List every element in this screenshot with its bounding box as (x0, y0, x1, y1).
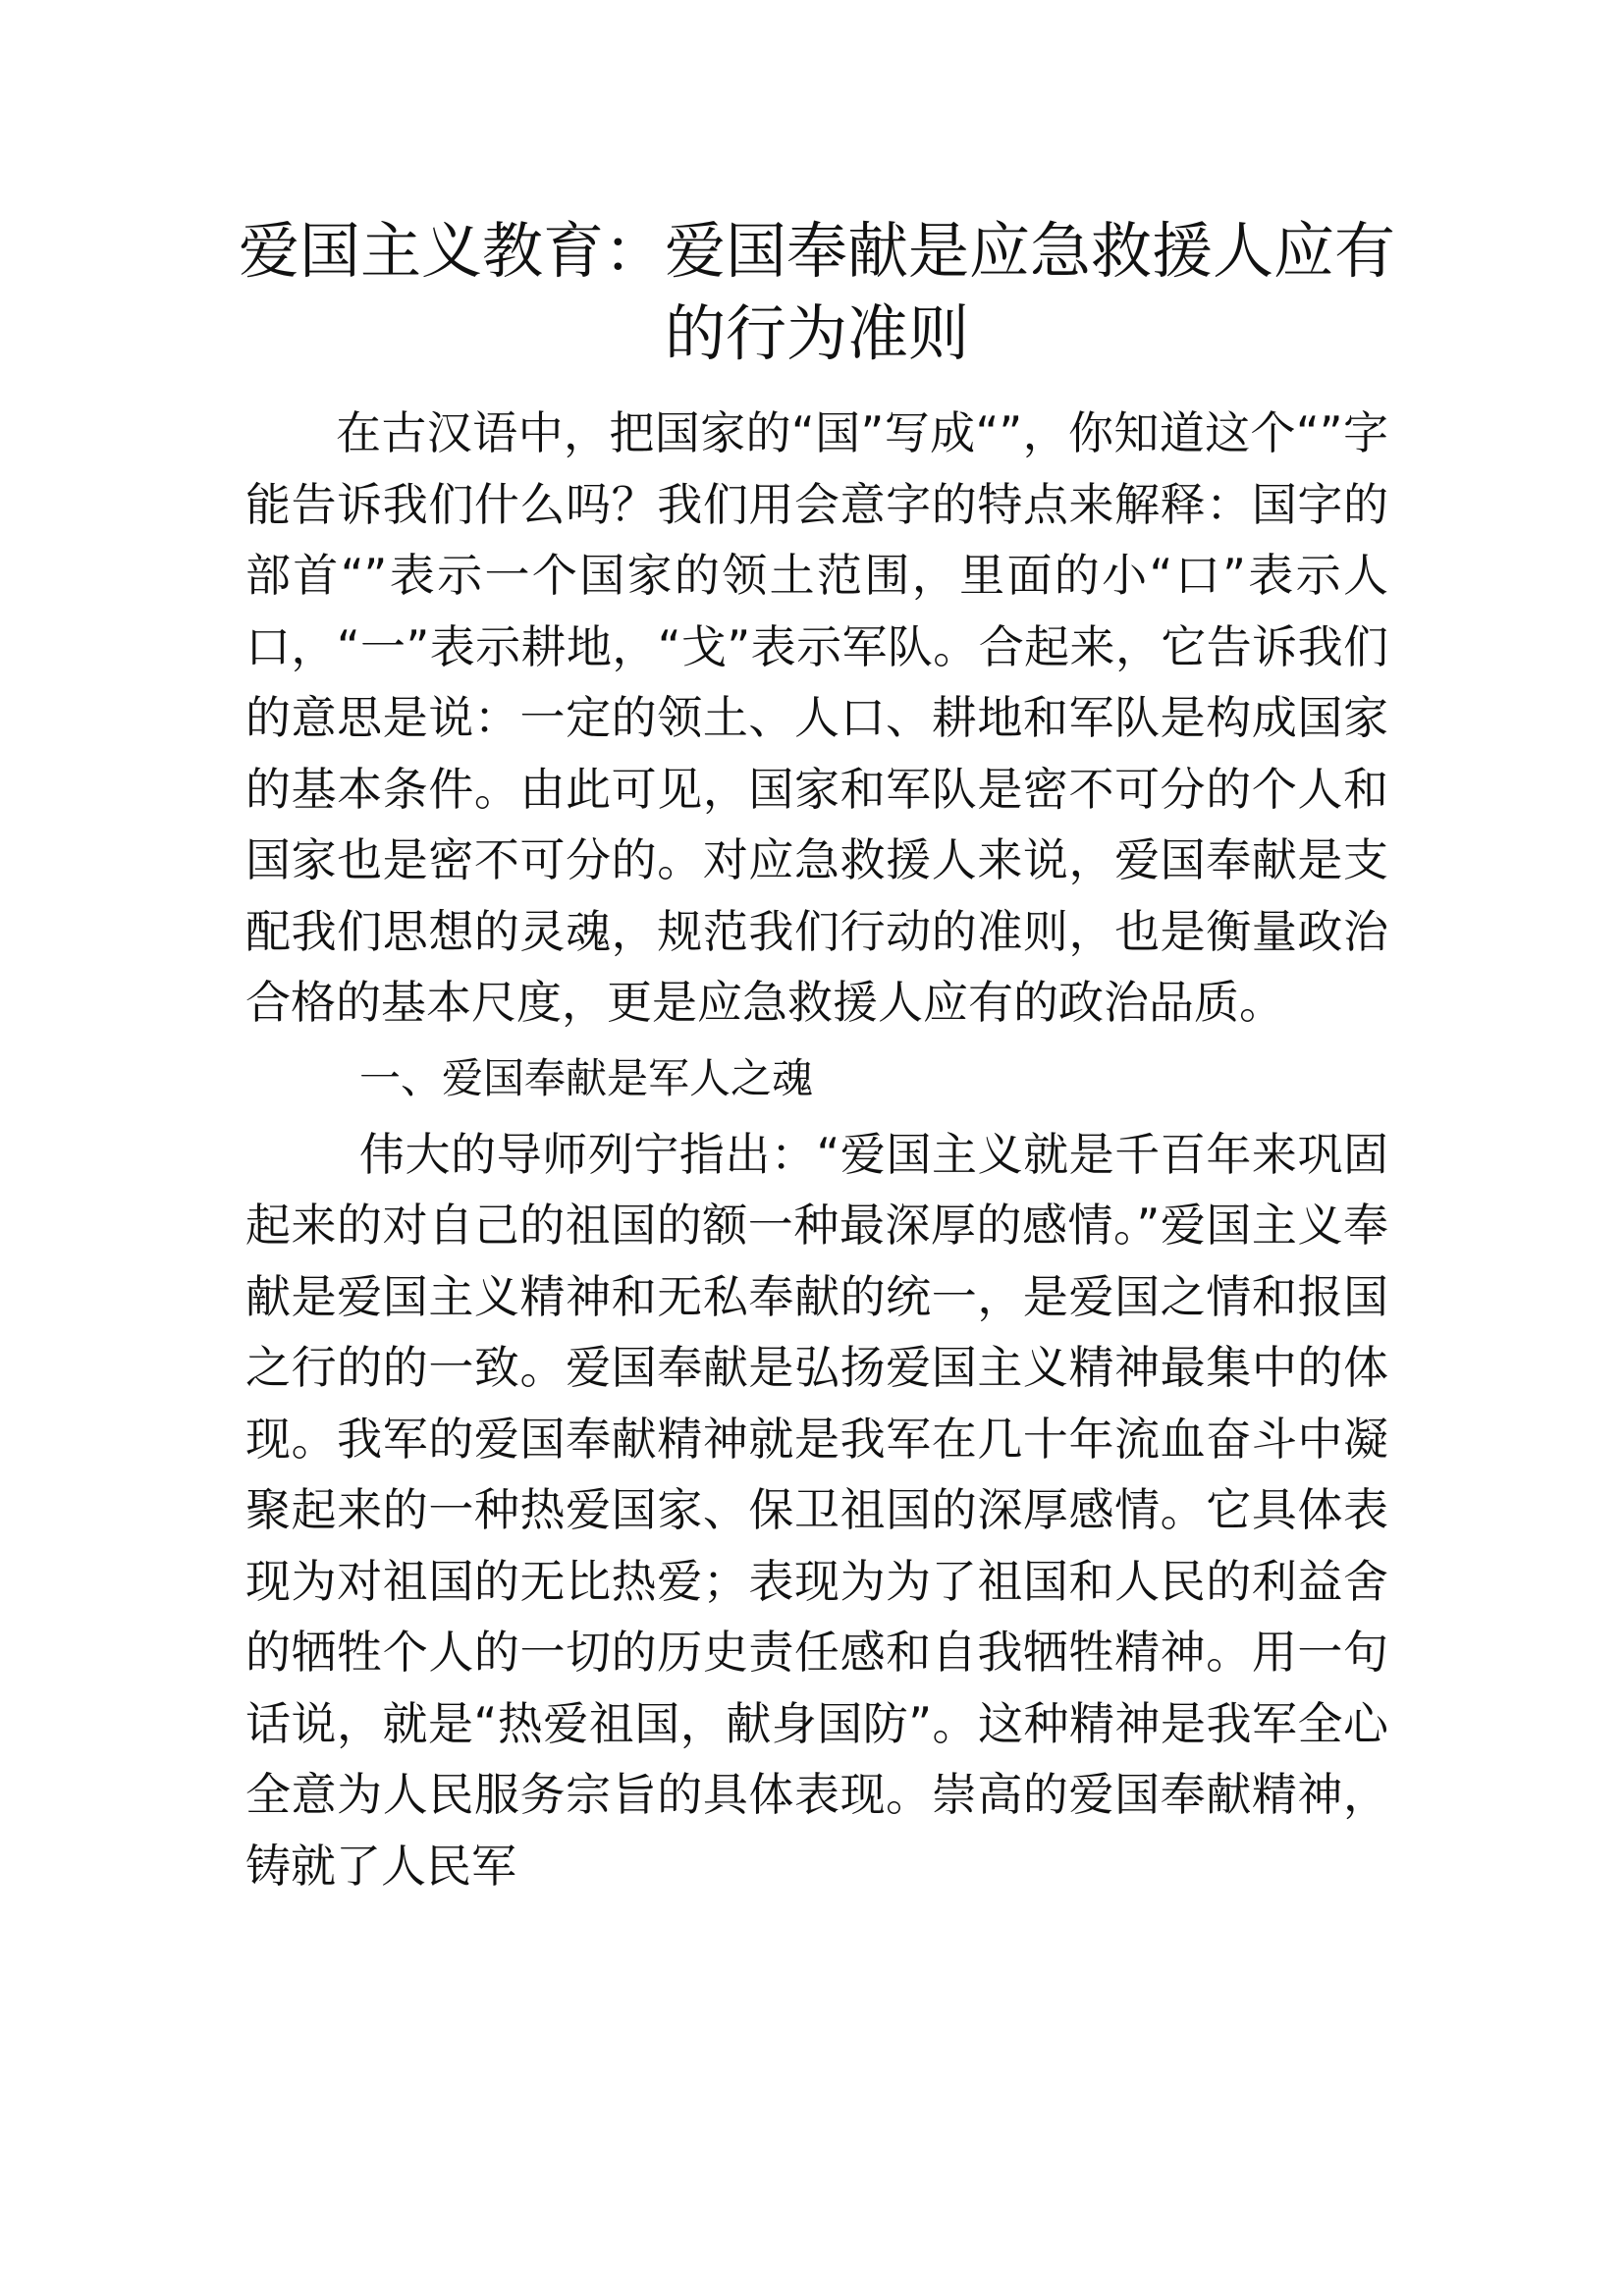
paragraph-section-one: 伟大的导师列宁指出：“爱国主义就是千百年来巩固起来的对自己的祖国的额一种最深厚的感情。”爱国主义奉献是爱国主义精神和无私奉献的统一，是爱国之情和报国之行的的一致。爱国奉献是弘扬爱国主义精神最集中的体现。我军的爱国奉献精神就是我军在几十年流血奋斗中凝聚起来的一种热爱国家、保卫祖国的深厚感情。它具体表现为对祖国的无比热爱；表现为为了祖国和人民的利益舍的牺牲个人的一切的历史责任感和自我牺牲精神。用一句话说，就是“热爱祖国，献身国防”。这种精神是我军全心全意为人民服务宗旨的具体表现。崇高的爱国奉献精神，铸就了人民军 (245, 1127, 1388, 1893)
document-title: 爱国主义教育：爱国奉献是应急救援人应有的行为准则 (238, 215, 1395, 369)
section-heading: 一、爱国奉献是军人之魂 (359, 1053, 814, 1102)
document-body (245, 398, 1388, 1901)
paragraph-intro: 在古汉语中，把国家的“国”写成“”，你知道这个“”字能告诉我们什么吗？我们用会意字的特点来解释：国字的部首“”表示一个国家的领土范围，里面的小“口”表示人口，“一”表示耕地，“戈”表示军队。合起来，它告诉我们的意思是说：一定的领土、人口、耕地和军队是构成国家的基本条件。由此可见，国家和军队是密不可分的个人和国家也是密不可分的。对应急救援人来说，爱国奉献是支配我们思想的灵魂，规范我们行动的准则，也是衡量政治合格的基本尺度，更是应急救援人应有的政治品质。 (245, 406, 1388, 1029)
